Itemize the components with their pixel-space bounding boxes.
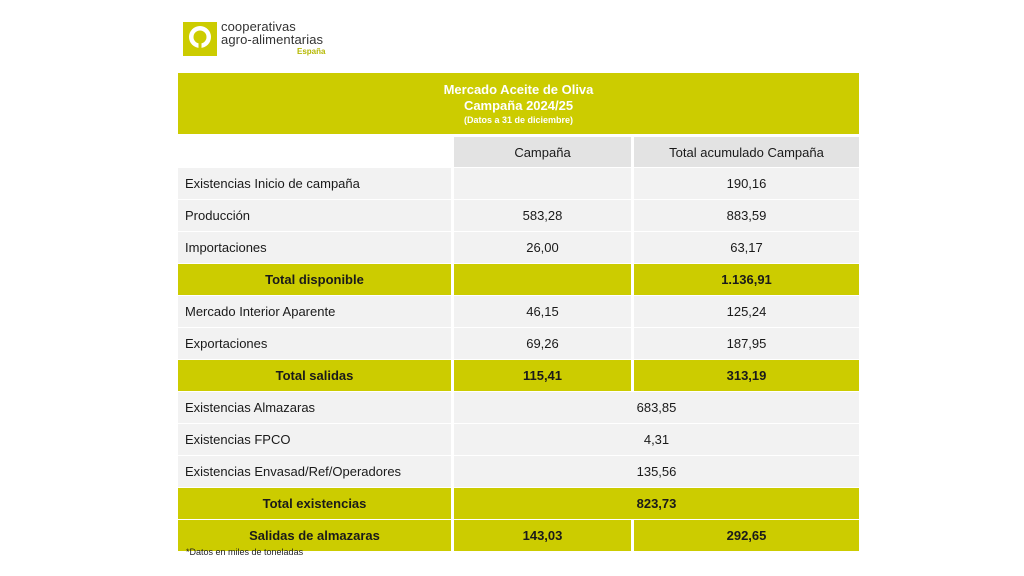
cell-merged: 4,31 xyxy=(454,424,859,455)
logo-line-1: cooperativas xyxy=(221,19,296,34)
cell-total: 313,19 xyxy=(634,360,859,391)
row-label: Existencias Envasad/Ref/Operadores xyxy=(178,456,451,487)
cell-merged: 135,56 xyxy=(454,456,859,487)
table-row xyxy=(178,392,859,423)
olive-oil-market-table xyxy=(178,73,859,551)
table-date-note: (Datos a 31 de diciembre) xyxy=(463,115,574,125)
row-label: Salidas de almazaras xyxy=(178,520,451,551)
cell-total: 125,24 xyxy=(634,296,859,327)
row-label: Mercado Interior Aparente xyxy=(178,296,451,327)
cell-campana: 583,28 xyxy=(454,200,631,231)
cell-merged: 823,73 xyxy=(454,488,859,519)
total-row xyxy=(178,360,859,391)
logo-text xyxy=(221,20,325,57)
cell-merged: 683,85 xyxy=(454,392,859,423)
logo-line-2: agro-alimentarias xyxy=(221,32,324,47)
table-title-band xyxy=(178,73,859,134)
total-row xyxy=(178,488,859,519)
total-row xyxy=(178,264,859,295)
table-row xyxy=(178,200,859,231)
row-label: Existencias Inicio de campaña xyxy=(178,168,451,199)
cell-campana xyxy=(454,264,631,295)
row-label: Total existencias xyxy=(178,488,451,519)
cell-campana: 26,00 xyxy=(454,232,631,263)
column-header-row xyxy=(178,137,859,167)
footnote: *Datos en miles de toneladas xyxy=(186,547,304,557)
cell-campana: 46,15 xyxy=(454,296,631,327)
table-row xyxy=(178,232,859,263)
row-label: Exportaciones xyxy=(178,328,451,359)
cell-total: 292,65 xyxy=(634,520,859,551)
cell-campana: 69,26 xyxy=(454,328,631,359)
logo xyxy=(183,20,363,60)
cell-campana: 115,41 xyxy=(454,360,631,391)
cell-campana xyxy=(454,168,631,199)
row-label: Importaciones xyxy=(178,232,451,263)
table-subtitle: Campaña 2024/25 xyxy=(463,98,574,113)
table-row xyxy=(178,328,859,359)
logo-line-3: España xyxy=(297,47,326,56)
logo-icon xyxy=(183,22,217,56)
row-label: Total salidas xyxy=(178,360,451,391)
table-row xyxy=(178,296,859,327)
row-label: Producción xyxy=(178,200,451,231)
cell-total: 883,59 xyxy=(634,200,859,231)
table-title: Mercado Aceite de Oliva xyxy=(443,82,594,97)
cell-total: 190,16 xyxy=(634,168,859,199)
table-row xyxy=(178,424,859,455)
header-campana: Campaña xyxy=(454,137,631,167)
header-total-acumulado: Total acumulado Campaña xyxy=(634,137,859,167)
cell-total: 63,17 xyxy=(634,232,859,263)
row-label: Existencias FPCO xyxy=(178,424,451,455)
table-row xyxy=(178,168,859,199)
cell-total: 187,95 xyxy=(634,328,859,359)
header-empty-cell xyxy=(178,137,451,167)
row-label: Existencias Almazaras xyxy=(178,392,451,423)
row-label: Total disponible xyxy=(178,264,451,295)
cell-campana: 143,03 xyxy=(454,520,631,551)
table-row xyxy=(178,456,859,487)
cell-total: 1.136,91 xyxy=(634,264,859,295)
